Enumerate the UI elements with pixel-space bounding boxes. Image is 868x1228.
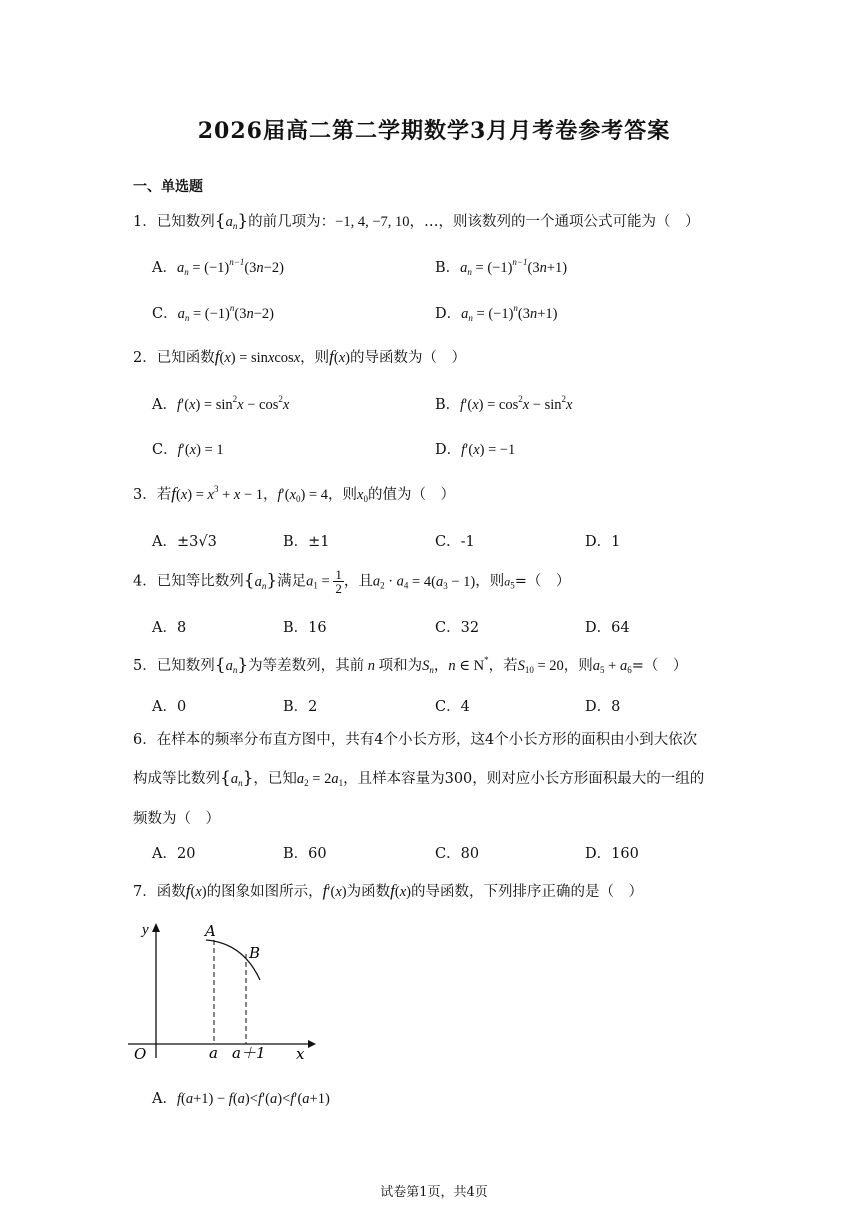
- q7-option-a[interactable]: A．f(a+1) − f(a)<f′(a)<f′(a+1): [152, 1091, 330, 1107]
- q5-option-a[interactable]: A．0: [152, 699, 187, 715]
- q6-option-a[interactable]: A．20: [152, 846, 196, 862]
- q2-option-b[interactable]: B．$f'(x) = \cos^2x - \sin^2x$: [435, 394, 573, 413]
- page-title: 2026届高二第二学期数学3月月考卷参考答案: [197, 118, 671, 144]
- q2-option-c[interactable]: C．f′(x) = 1: [152, 442, 224, 458]
- q3-option-c[interactable]: C．-1: [435, 534, 475, 550]
- q5-option-d[interactable]: D．8: [585, 699, 621, 715]
- q6-option-c[interactable]: C．80: [435, 846, 480, 862]
- q6-option-b[interactable]: B．60: [283, 846, 327, 862]
- label-a-plus-1: a＋1: [232, 1044, 266, 1062]
- label-a: a: [209, 1044, 218, 1062]
- question-1: 1．已知数列$\{a_n\}$的前几项为：−1, 4, −7, 10，…，则该数列的一个通项公式可能为（ ）: [133, 211, 700, 231]
- label-x: x: [296, 1045, 305, 1063]
- x-axis-arrow: [308, 1040, 316, 1048]
- q3-option-b[interactable]: B．±1: [283, 534, 330, 550]
- label-point-b: B: [249, 944, 261, 962]
- q1-option-d[interactable]: D．$a_n = (-1)^n(3n+1)$: [435, 303, 558, 323]
- q1-sequence: −1, 4, −7, 10: [335, 214, 410, 230]
- question-3: 3．若$f(x) = x^3 + x - 1$，$f'(x_0) = 4$，则$x_0$的值为（ ）: [133, 484, 455, 504]
- q4-option-a[interactable]: A．8: [152, 620, 187, 636]
- q2-option-a[interactable]: A．$f'(x) = \sin^2x - \cos^2x$: [152, 394, 290, 413]
- page-footer: 试卷第1页，共4页: [380, 1185, 488, 1200]
- label-y: y: [142, 922, 149, 938]
- y-axis-arrow: [152, 923, 160, 932]
- question-5: 5．已知数列$\{a_n\}$为等差数列，其前 n 项和为$S_n$，n ∈ N*，若$S_{10} = 20$，则$a_5 + a_6=$（ ）: [133, 655, 688, 675]
- question-6-line-2: 构成等比数列$\{a_n\}$，已知$a_2 = 2a_1$，且样本容量为300，则对应小长方形面积最大的一组的: [133, 768, 705, 788]
- q4-option-b[interactable]: B．16: [283, 620, 327, 636]
- q1-option-c[interactable]: C．$a_n = (-1)^n(3n-2)$: [152, 303, 274, 323]
- question-7: 7．函数f(x)的图象如图所示，f′(x)为函数f(x)的导函数，下列排序正确的是（ ）: [133, 881, 643, 900]
- label-point-a: A: [205, 922, 216, 940]
- question-2: 2．已知函数f(x) = sinxcosx，则f(x)的导函数为（ ）: [133, 347, 467, 366]
- q4-option-d[interactable]: D．64: [585, 620, 630, 636]
- q3-option-a[interactable]: A．±3√3: [152, 534, 217, 550]
- q4-option-c[interactable]: C．32: [435, 620, 480, 636]
- q6-option-d[interactable]: D．160: [585, 846, 639, 862]
- section-heading: 一、单选题: [133, 179, 203, 195]
- q5-option-b[interactable]: B．2: [283, 699, 318, 715]
- q1-option-a[interactable]: A．$a_n = (-1)^{n-1}(3n-2)$: [152, 257, 284, 277]
- question-6-line-3: 频数为（ ）: [133, 811, 220, 827]
- function-graph: [128, 918, 318, 1068]
- q5-option-c[interactable]: C．4: [435, 699, 470, 715]
- question-6-line-1: 6．在样本的频率分布直方图中，共有4个小长方形，这4个小长方形的面积由小到大依次: [133, 732, 698, 748]
- q2-option-d[interactable]: D．f′(x) = −1: [435, 442, 516, 458]
- q1-option-b[interactable]: B．$a_n = (-1)^{n-1}(3n+1)$: [435, 257, 568, 277]
- label-origin: O: [134, 1045, 147, 1063]
- question-4: 4．已知等比数列$\{a_n\}$满足$a_1$ = $\frac{1}{2}$ ，且$a_2 \cdot a_4 = 4(a_3 - 1)$，则$a_5=$（ ）: [133, 567, 571, 596]
- q3-option-d[interactable]: D．1: [585, 534, 621, 550]
